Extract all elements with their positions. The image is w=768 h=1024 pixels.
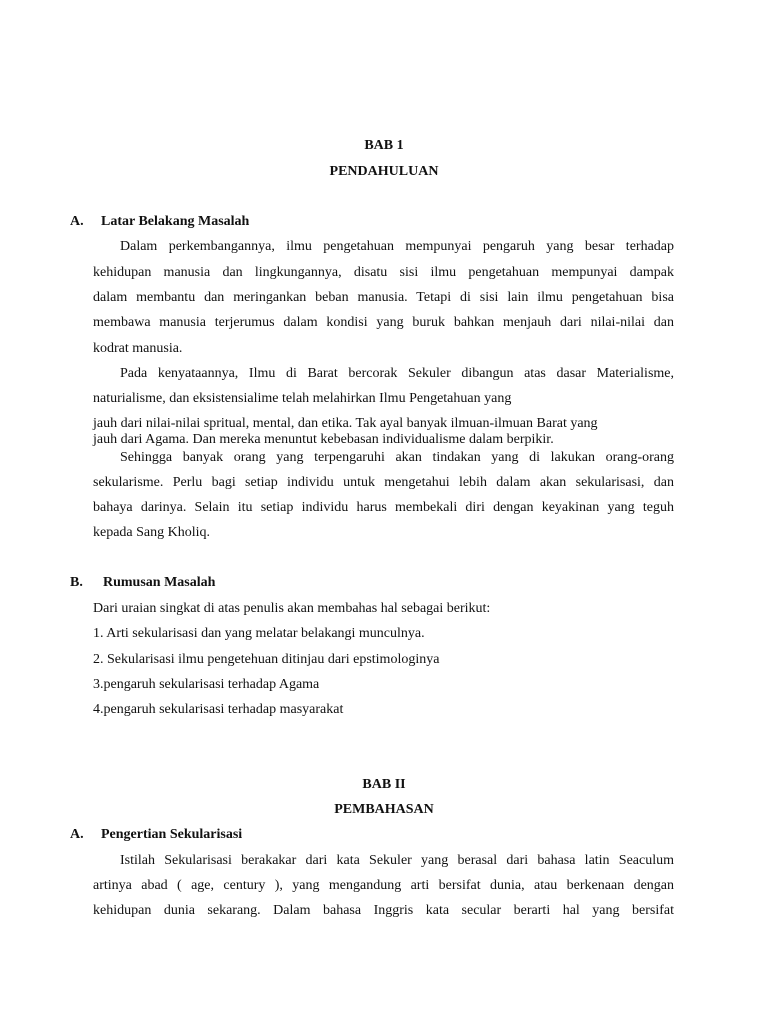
paragraph-line: naturialisme, dan eksistensialime telah melahirkan Ilmu Pengetahuan yang [93, 391, 512, 406]
paragraph-line: kodrat manusia. [93, 341, 183, 356]
list-item: 4.pengaruh sekularisasi terhadap masyarakat [93, 702, 344, 717]
list-item: 2. Sekularisasi ilmu pengetehuan ditinjau dari epstimologinya [93, 652, 440, 667]
chapter-number: BAB II [362, 777, 406, 792]
paragraph-line: bahaya darinya. Selain itu setiap individu harus membekali diri dengan keyakinan yang teguh [93, 500, 674, 515]
section-marker: A. [70, 827, 84, 842]
paragraph-line: jauh dari Agama. Dan mereka menuntut kebebasan individualisme dalam berpikir. [93, 432, 554, 447]
chapter-title: PEMBAHASAN [334, 802, 434, 817]
list-item: 3.pengaruh sekularisasi terhadap Agama [93, 677, 320, 692]
section-title: Latar Belakang Masalah [101, 214, 250, 229]
section-title: Pengertian Sekularisasi [101, 827, 243, 842]
list-item: 1. Arti sekularisasi dan yang melatar belakangi munculnya. [93, 626, 425, 641]
section-title: Rumusan Masalah [103, 575, 216, 590]
paragraph-line: Dalam perkembangannya, ilmu pengetahuan mempunyai pengaruh yang besar terhadap [120, 239, 674, 254]
paragraph-line: artinya abad ( age, century ), yang mengandung arti bersifat dunia, atau berkenaan dengan [93, 878, 674, 893]
paragraph-line: kehidupan manusia dan lingkungannya, disatu sisi ilmu pengetahuan mempunyai dampak [93, 265, 674, 280]
paragraph-line: Istilah Sekularisasi berakakar dari kata Sekuler yang berasal dari bahasa latin Seaculum [120, 853, 674, 868]
paragraph-line: Sehingga banyak orang yang terpengaruhi akan tindakan yang di lakukan orang-orang [120, 450, 674, 465]
paragraph-line: sekularisme. Perlu bagi setiap individu untuk mengetahui lebih dalam akan sekularisasi, dan [93, 475, 674, 490]
paragraph-line: membawa manusia terjerumus dalam kondisi yang buruk bahkan menjauh dari nilai-nilai dan [93, 315, 674, 330]
paragraph-line: jauh dari nilai-nilai spritual, mental, dan etika. Tak ayal banyak ilmuan-ilmuan Barat yang [93, 416, 598, 431]
chapter-title: PENDAHULUAN [329, 164, 439, 179]
section-marker: B. [70, 575, 83, 590]
chapter-number: BAB 1 [364, 138, 404, 153]
list-intro: Dari uraian singkat di atas penulis akan membahas hal sebagai berikut: [93, 601, 491, 616]
section-marker: A. [70, 214, 84, 229]
paragraph-line: kehidupan dunia sekarang. Dalam bahasa Inggris kata secular berarti hal yang bersifat [93, 903, 674, 918]
section-heading-a [70, 213, 249, 231]
section-heading-pengertian [70, 826, 242, 844]
paragraph-line: kepada Sang Kholiq. [93, 525, 211, 540]
paragraph-line: dalam membantu dan meringankan beban manusia. Tetapi di sisi lain ilmu pengetahuan bisa [93, 290, 674, 305]
section-heading-b [70, 574, 215, 592]
paragraph-line: Pada kenyataannya, Ilmu di Barat bercorak Sekuler dibangun atas dasar Materialisme, [120, 366, 674, 381]
